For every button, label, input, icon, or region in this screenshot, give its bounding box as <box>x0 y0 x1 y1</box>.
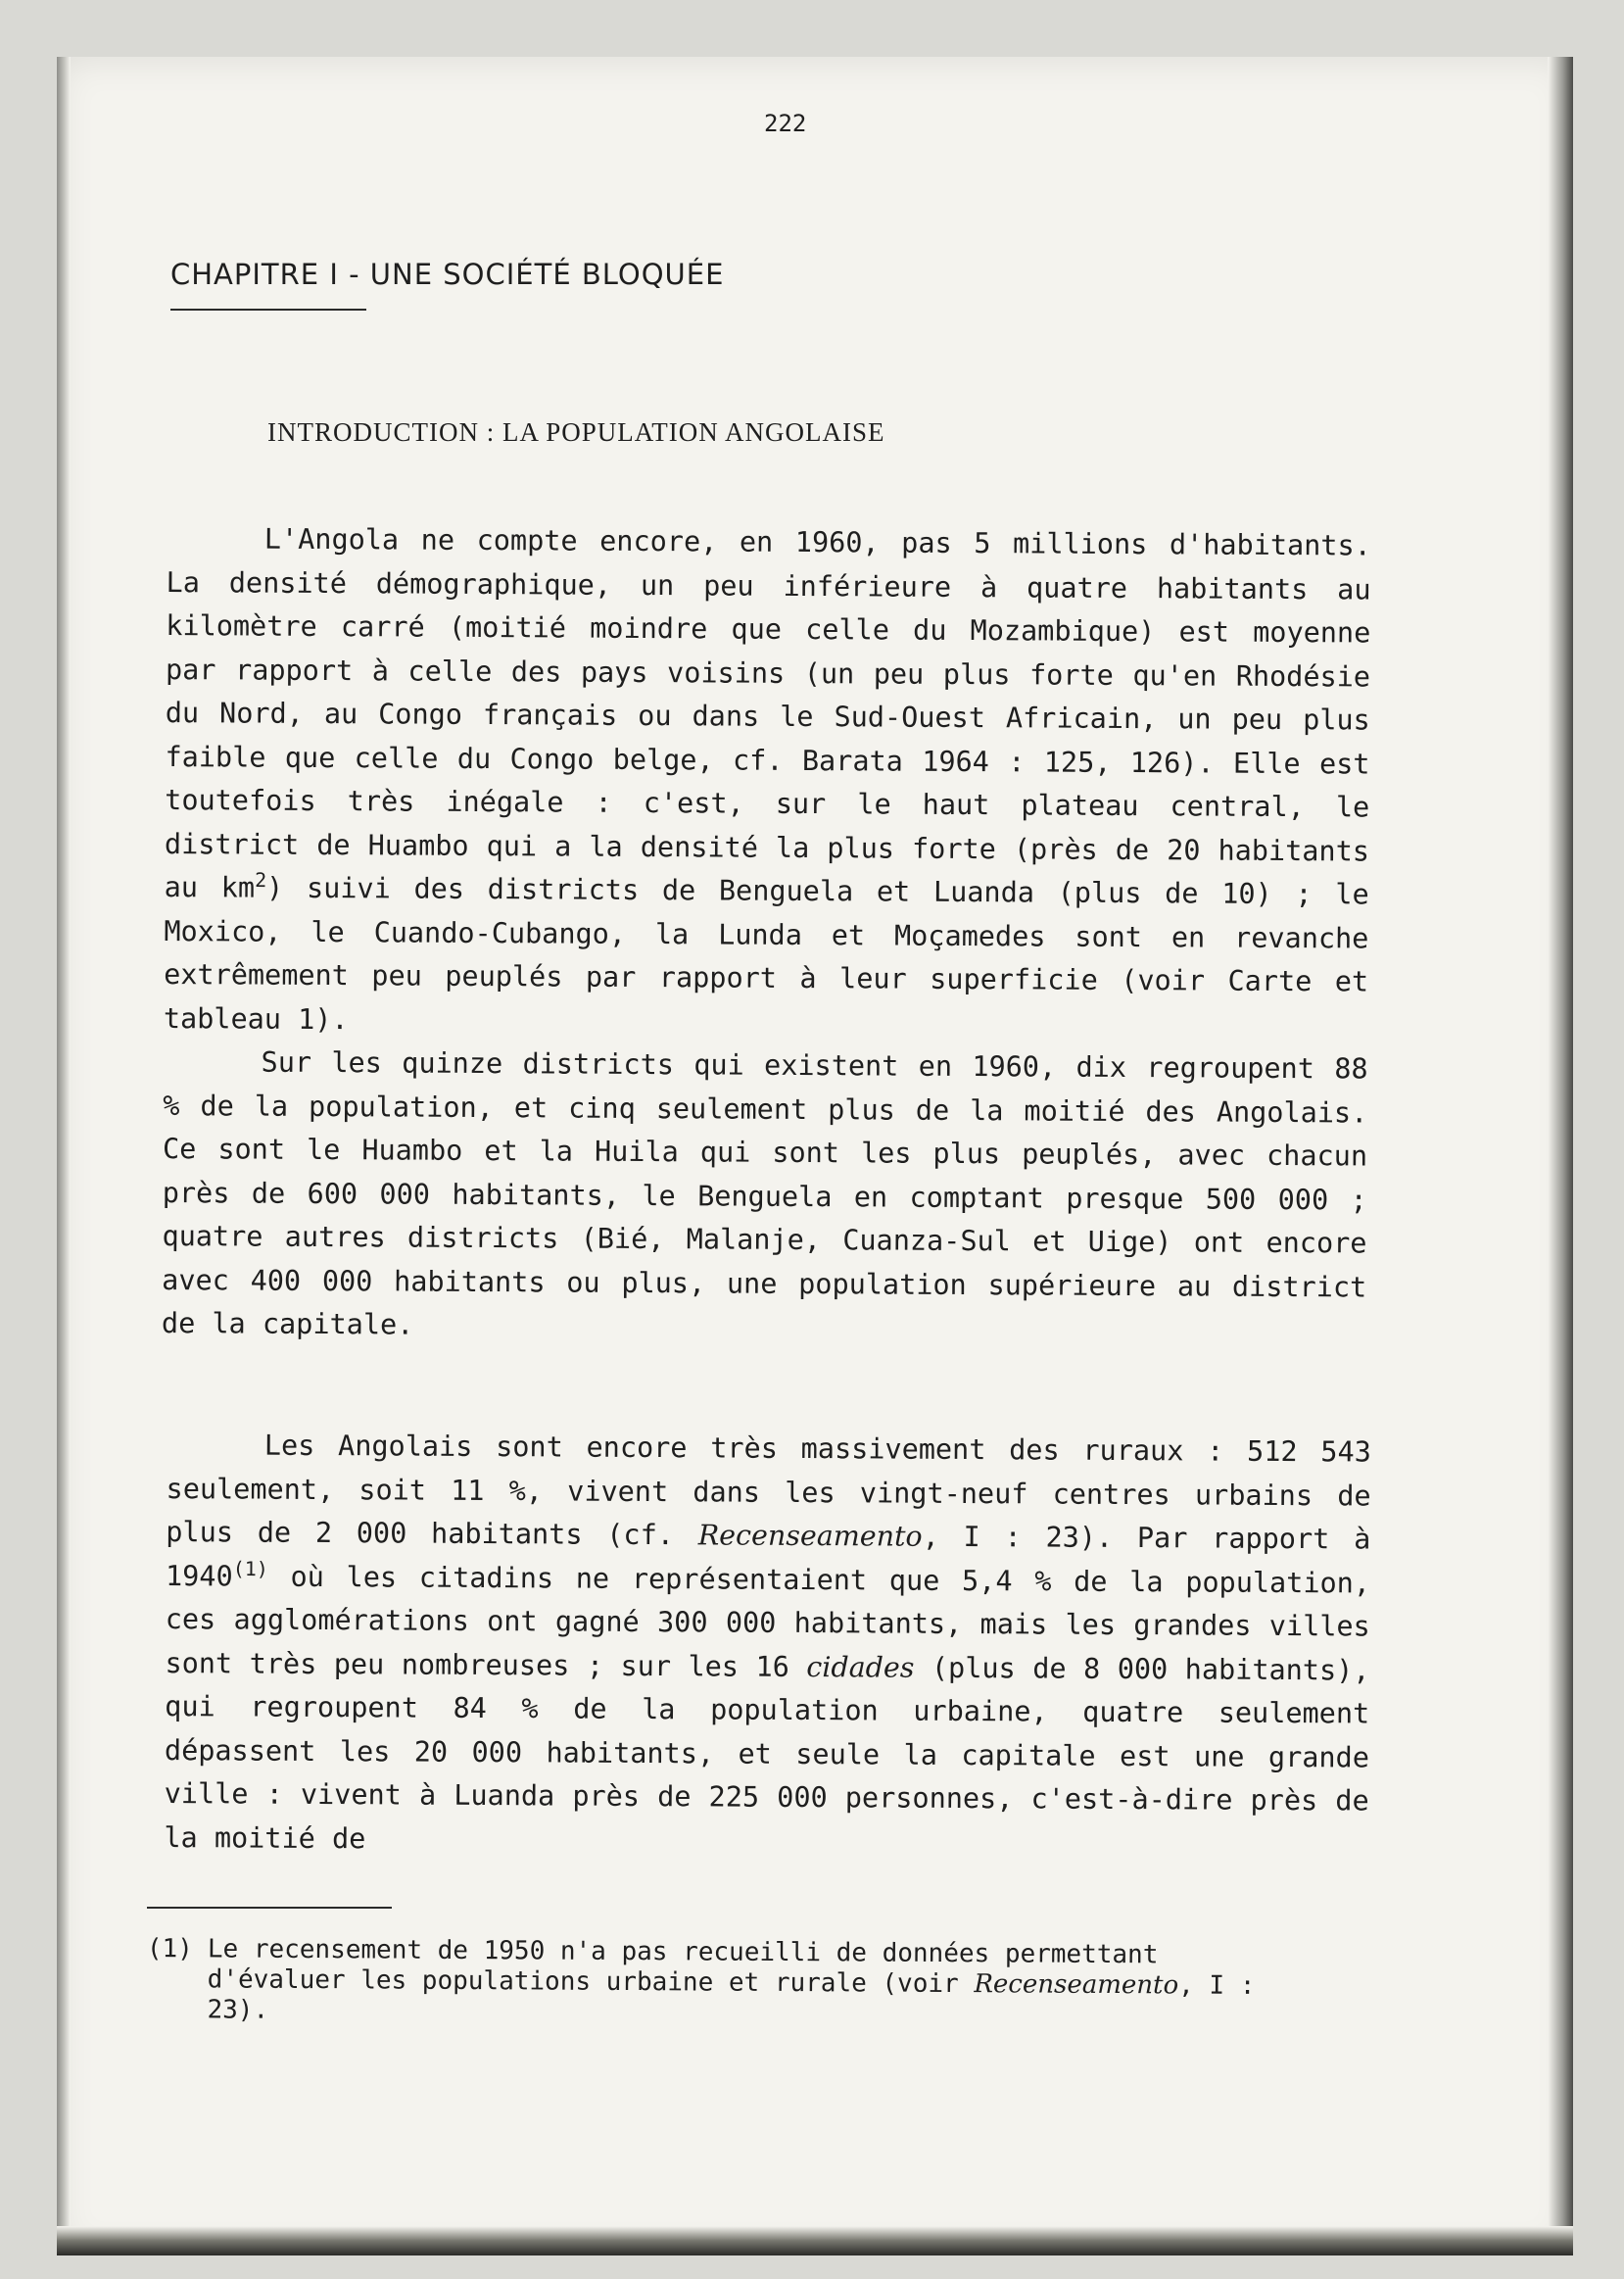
chapter-underline <box>170 309 366 311</box>
footnote-reference[interactable]: (1) <box>232 1556 268 1580</box>
footnote-italic-recenseamento: Recenseamento <box>974 1969 1179 2001</box>
scanned-page <box>57 57 1573 2255</box>
page-left-shadow <box>57 57 71 2255</box>
superscript-2: 2 <box>255 868 267 893</box>
paragraph-1-text-a: L'Angola ne compte encore, en 1960, pas 5 millions d'habitants. La densité démographique, un peu inférieure à quatre habitants au kilomètre carré (moitié moindre que celle du Mozambique) est moyenne par rapport à celle des pays voisins (un peu plus forte qu'en Rhodésie du Nord, au Congo français ou dans le Sud-Ouest Africain, un peu plus faible que celle du Congo belge, cf. Barata 1964 : 125, 126). Elle est toutefois très inégale : c'est, sur le haut plateau central, le district de Huambo qui a la densité la plus forte (près de 20 habitants au km <box>164 522 1371 904</box>
footnote-body <box>207 1934 1256 2032</box>
indent <box>167 548 264 549</box>
paragraph-1 <box>162 517 1371 1353</box>
paragraph-2-italic-cidades: cidades <box>806 1650 915 1684</box>
paragraph-2-italic-recenseamento: Recenseamento <box>697 1519 923 1553</box>
indent <box>167 1454 264 1455</box>
paragraph-2 <box>164 1424 1371 1867</box>
paragraph-2-text-b: , I : 23). Par rapport à 1940 <box>165 1520 1371 1592</box>
page-right-shadow <box>1548 57 1573 2255</box>
footnote-1 <box>146 1934 1264 2032</box>
paragraph-1-text-c: Sur les quinze districts qui existent en 1960, dix regroupent 88 % de la population, et cinq seulement plus de la moitié des Angolais. Ce sont le Huambo et la Huila qui sont les plus peuplés, avec chacun près de 600 000 habitants, le Benguela en comptant presque 500 000 ; quatre autres districts (Bié, Malanje, Cuanza-Sul et Uige) ont encore avec 400 000 habitants ou plus, une population supérieure au district de la capitale. <box>161 1045 1368 1341</box>
page-number: 222 <box>764 110 807 137</box>
paragraph-2-text-c: où les citadins ne représentaient que 5,4 % de la population, ces agglomérations ont gagné 300 000 habitants, mais les grandes villes sont très peu nombreuses ; sur les 16 <box>165 1560 1371 1683</box>
footnote-marker: (1) <box>146 1934 193 1964</box>
chapter-title: CHAPITRE I - UNE SOCIÉTÉ BLOQUÉE <box>170 258 725 291</box>
footnote-text-a: Le recensement de 1950 n'a pas recueilli de données permettant d'évaluer les populations urbaine et rurale (voir <box>207 1934 1159 2000</box>
footnote-text-b: , I : 23). <box>207 1970 1256 2025</box>
page-bottom-shadow <box>57 2226 1573 2255</box>
paragraph-1-text-b: ) suivi des districts de Benguela et Luanda (plus de 10) ; le Moxico, le Cuando-Cubango, la Lunda et Moçamedes sont en revanche extrêmement peu peuplés par rapport à leur superficie (voir Carte et tableau 1). <box>163 871 1369 1036</box>
indent <box>164 1071 262 1072</box>
footnote-separator <box>147 1907 392 1909</box>
paragraph-2-text-a: Les Angolais sont encore très massivement des ruraux : 512 543 seulement, soit 11 %, vivent dans les vingt-neuf centres urbains de plus de 2 000 habitants (cf. <box>166 1429 1371 1552</box>
paragraph-2-text-d: (plus de 8 000 habitants), qui regroupent 84 % de la population urbaine, quatre seulement dépassent les 20 000 habitants, et seule la capitale est une grande ville : vivent à Luanda près de 225 000 personnes, c'est-à-dire près de la moitié de <box>164 1651 1370 1855</box>
section-title: INTRODUCTION : LA POPULATION ANGOLAISE <box>267 417 885 447</box>
